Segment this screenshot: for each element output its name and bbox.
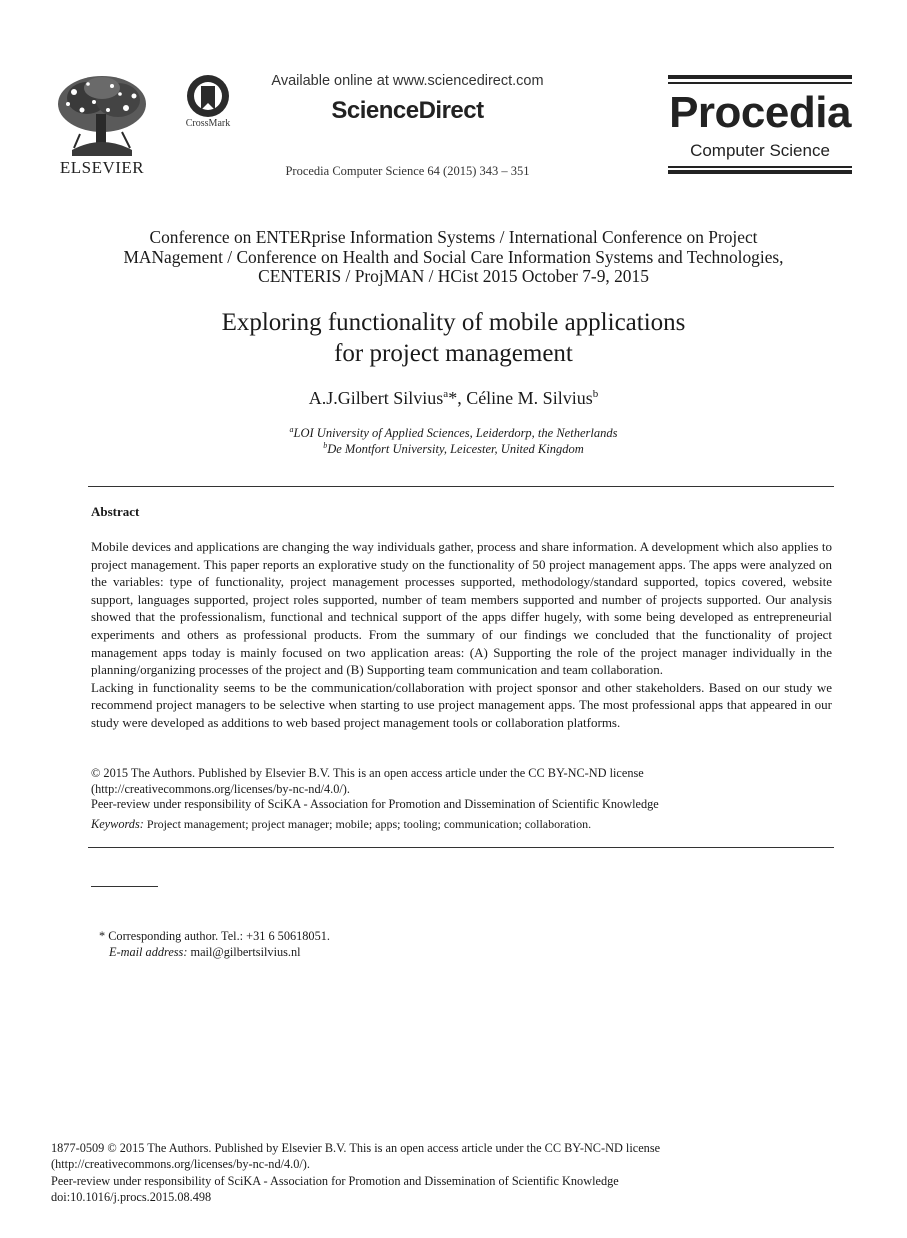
procedia-subtitle: Computer Science <box>690 141 830 160</box>
abstract-paragraph: Mobile devices and applications are changing the way individuals gather, process and share information. A development which also applies to project management. This paper reports an explorative study on the functionality of 50 project management apps. The apps were analyzed on the variables: type of functionality, project management processes supported, methodology/standard supported, topics covered, website support, languages supported, project roles supported, number of team members supported and number of projects supported. Our analysis showed that the professionalism, functional and technical support of the apps differ hugely, with some being developed as entrepreneurial experiments and others as professional products. From the summary of our findings we concluded that the functionality of project management apps today is mainly focused on two application areas: (A) Supporting the role of the project manager individually in the planning/organizing processes of the project and (B) Supporting team communication and team collaboration. <box>91 539 832 678</box>
crossmark-logo[interactable] <box>176 74 240 134</box>
keywords-label: Keywords: <box>91 817 144 831</box>
sciencedirect-wordmark[interactable]: ScienceDirect <box>331 97 484 124</box>
conference-line: Conference on ENTERprise Information Systems / International Conference on Project <box>149 227 758 247</box>
paper-title-line: Exploring functionality of mobile applications <box>221 309 686 336</box>
conference-name <box>80 228 827 287</box>
email-label: E-mail address: <box>109 945 188 959</box>
corresponding-author-mark: * <box>448 388 458 408</box>
page-footer <box>51 1140 851 1206</box>
abstract-paragraph: Lacking in functionality seems to be the communication/collaboration with project sponsor and other stakeholders. Based on our study we recommend project managers to be selective when starting to use project management apps. The most professional apps that appeared in our study were developed as additions to web based project management tools or collaboration platforms. <box>91 679 832 730</box>
footer-license-link[interactable]: (http://creativecommons.org/licenses/by-nc-nd/4.0/). <box>51 1157 310 1172</box>
affiliation-text: LOI University of Applied Sciences, Leiderdorp, the Netherlands <box>293 426 618 441</box>
affiliation <box>150 425 757 441</box>
footnote-email <box>109 944 301 960</box>
elsevier-tree-icon <box>52 74 152 158</box>
affiliation-marker: a <box>289 425 294 434</box>
affiliation-marker: b <box>323 441 328 450</box>
footer-peer-review: Peer-review under responsibility of SciKA - Association for Promotion and Dissemination of Scientific Knowledge <box>51 1173 619 1188</box>
procedia-top-rule-thin <box>668 82 852 84</box>
author-list <box>150 388 757 409</box>
procedia-bottom-rule-thin <box>668 166 852 168</box>
conference-line: CENTERIS / ProjMAN / HCist 2015 October 7-9, 2015 <box>258 266 649 286</box>
journal-reference: Procedia Computer Science 64 (2015) 343 – 351 <box>285 164 530 178</box>
elsevier-wordmark: ELSEVIER <box>59 158 145 177</box>
email-address[interactable]: mail@gilbertsilvius.nl <box>190 945 301 959</box>
peer-review-line: Peer-review under responsibility of SciKA - Association for Promotion and Dissemination of Scientific Knowledge <box>91 797 659 812</box>
available-online-text: Available online at www.sciencedirect.com <box>271 73 544 89</box>
section-divider <box>88 847 834 848</box>
crossmark-icon <box>176 74 240 118</box>
author-name: A.J.Gilbert Silvius <box>308 388 444 408</box>
footnote-corresponding <box>99 928 330 944</box>
procedia-bottom-rule <box>668 170 852 174</box>
license-line: © 2015 The Authors. Published by Elsevier B.V. This is an open access article under the CC BY-NC-ND license <box>91 766 644 780</box>
keywords <box>91 817 832 833</box>
keywords-values: Project management; project manager; mobile; apps; tooling; communication; collaboration. <box>146 817 592 831</box>
section-divider <box>88 486 834 487</box>
abstract-body <box>91 538 832 732</box>
footer-doi[interactable]: doi:10.1016/j.procs.2015.08.498 <box>51 1190 212 1205</box>
affiliation <box>150 441 757 457</box>
conference-line: MANagement / Conference on Health and Social Care Information Systems and Technologies, <box>123 246 784 267</box>
author-affiliation-marker: a <box>443 388 449 400</box>
footnote-mark: * <box>99 929 106 943</box>
license-link[interactable]: (http://creativecommons.org/licenses/by-nc-nd/4.0/). <box>91 781 350 796</box>
abstract-heading: Abstract <box>91 504 140 519</box>
corresponding-author-info: Corresponding author. Tel.: +31 6 50618051. <box>108 929 330 943</box>
author-name: Céline M. Silvius <box>466 388 593 408</box>
paper-title-line: for project management <box>334 340 573 367</box>
crossmark-label: CrossMark <box>185 118 231 129</box>
procedia-top-rule <box>668 75 852 79</box>
procedia-wordmark: Procedia <box>669 88 851 137</box>
author-affiliation-marker: b <box>592 388 599 400</box>
license-notice <box>91 766 832 813</box>
footnote-rule <box>91 886 158 887</box>
elsevier-logo <box>52 74 152 178</box>
paper-title <box>120 307 787 369</box>
affiliation-text: De Montfort University, Leicester, United Kingdom <box>327 442 584 457</box>
author-separator: , <box>457 388 467 408</box>
procedia-logo <box>668 75 852 175</box>
footer-issn-license: 1877-0509 © 2015 The Authors. Published by Elsevier B.V. This is an open access article under the CC BY-NC-ND license <box>51 1141 661 1155</box>
